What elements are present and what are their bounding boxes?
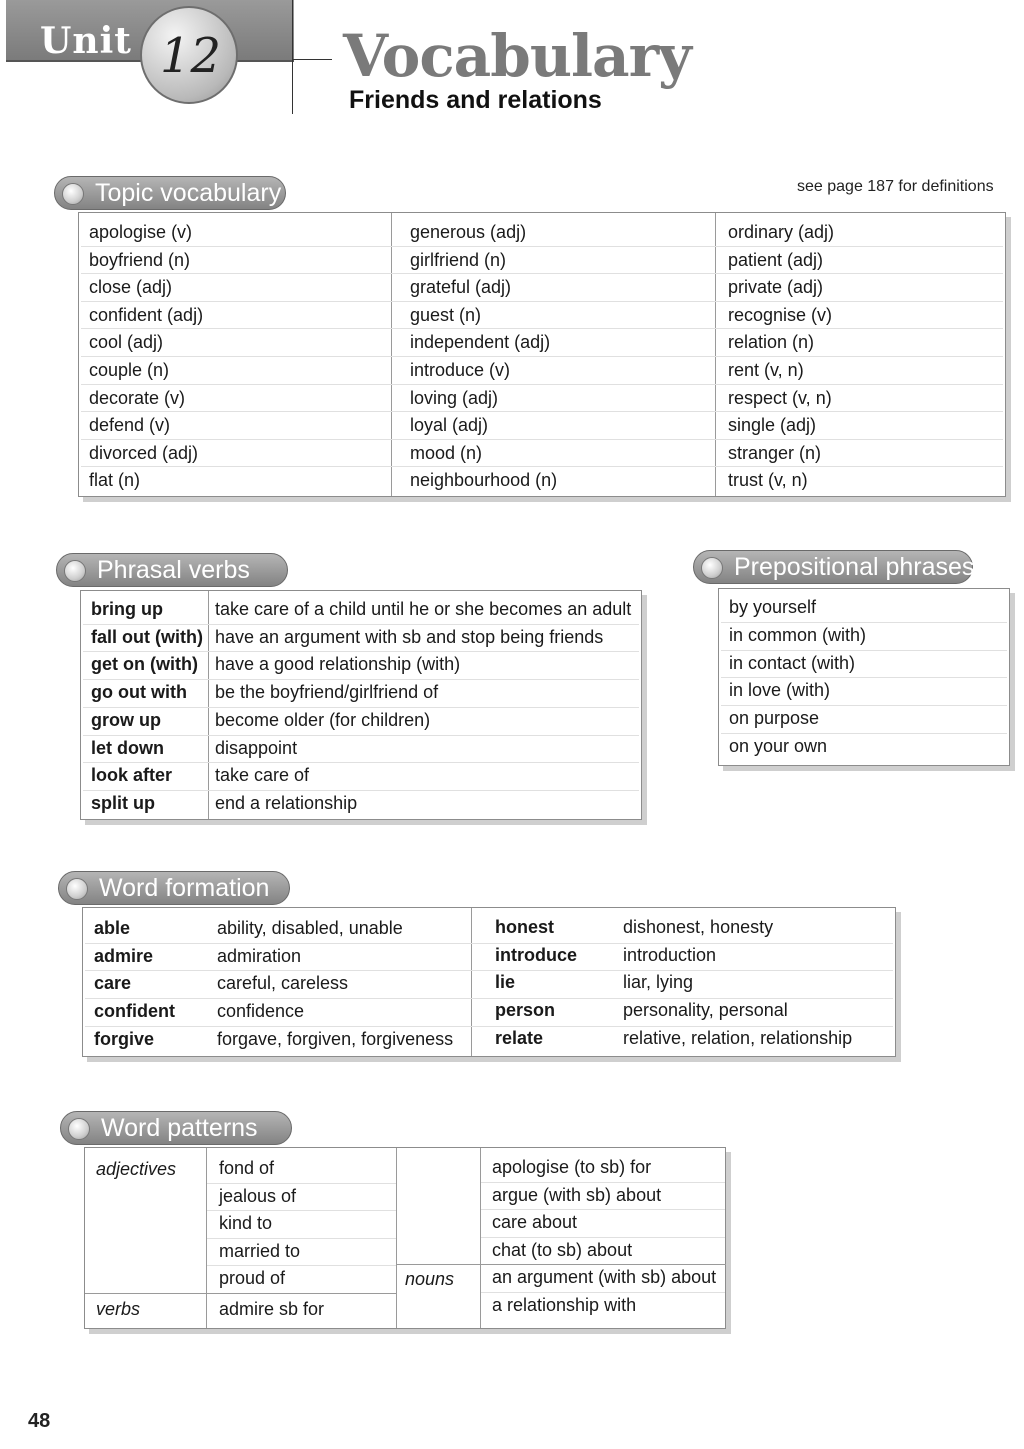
vocab-item: flat (n) xyxy=(89,470,141,491)
column-divider xyxy=(391,213,392,496)
row-rule xyxy=(81,301,1003,302)
pattern-item: care about xyxy=(492,1212,578,1232)
vocab-item: neighbourhood (n) xyxy=(410,470,558,491)
row-rule xyxy=(721,733,1007,734)
derived-forms: confidence xyxy=(217,1001,305,1022)
pattern-item: proud of xyxy=(219,1268,286,1288)
vocab-item: rent (v, n) xyxy=(728,360,804,380)
pattern-item: a relationship with xyxy=(492,1294,637,1315)
bullet-icon xyxy=(66,878,88,900)
row-rule xyxy=(481,1237,725,1238)
row-rule xyxy=(85,1026,893,1027)
derived-forms: liar, lying xyxy=(623,972,694,993)
base-word: forgive xyxy=(94,1028,155,1049)
base-word: honest xyxy=(495,917,555,937)
column-divider xyxy=(208,591,209,819)
row-rule xyxy=(81,273,1003,274)
phrasal-verb: look after xyxy=(91,765,173,786)
row-rule xyxy=(83,790,639,791)
row-rule xyxy=(83,762,639,763)
word-patterns-box xyxy=(84,1147,726,1329)
base-word: introduce xyxy=(495,944,578,965)
vocab-item: loving (adj) xyxy=(410,387,499,408)
row-rule xyxy=(81,411,1003,412)
vocab-item: cool (adj) xyxy=(89,332,164,353)
row-rule xyxy=(721,705,1007,706)
bullet-icon xyxy=(62,183,84,205)
section-heading-phrasal-verbs: Phrasal verbs xyxy=(56,553,288,587)
vocab-item: girlfriend (n) xyxy=(410,249,507,270)
vocab-item: divorced (adj) xyxy=(89,442,199,463)
page-title: Vocabulary xyxy=(343,22,691,90)
row-rule xyxy=(81,439,1003,440)
row-rule xyxy=(81,246,1003,247)
vocab-item: confident (adj) xyxy=(89,304,204,325)
row-rule xyxy=(207,1265,396,1266)
row-rule xyxy=(721,622,1007,623)
base-word: lie xyxy=(495,972,516,993)
phrasal-verb: get on (with) xyxy=(91,654,198,675)
page-subtitle: Friends and relations xyxy=(349,86,602,114)
row-rule xyxy=(83,707,639,708)
pattern-item: an argument (with sb) about xyxy=(492,1267,717,1287)
pattern-item: argue (with sb) about xyxy=(492,1184,662,1205)
row-rule xyxy=(81,356,1003,357)
definitions-note: see page 187 for definitions xyxy=(797,178,994,195)
derived-forms: relative, relation, relationship xyxy=(623,1027,853,1048)
vocab-item: stranger (n) xyxy=(728,442,822,463)
prepositional-phrases-box xyxy=(718,588,1010,766)
section-heading-topic-vocabulary: Topic vocabulary xyxy=(54,176,286,210)
pattern-item: fond of xyxy=(219,1158,275,1178)
derived-forms: dishonest, honesty xyxy=(623,917,774,937)
base-word: able xyxy=(94,918,131,938)
vocab-item: private (adj) xyxy=(728,277,824,298)
phrasal-verb-definition: take care of a child until he or she becomes an adult xyxy=(215,599,632,619)
section-heading-prepositional-phrases: Prepositional phrases xyxy=(693,550,973,584)
vocab-item: apologise (v) xyxy=(89,222,193,242)
column-divider xyxy=(471,908,472,1056)
pattern-item: jealous of xyxy=(219,1185,297,1206)
phrasal-verb: fall out (with) xyxy=(91,626,203,647)
row-rule xyxy=(481,1292,725,1293)
row-rule xyxy=(81,328,1003,329)
phrasal-verb-definition: have a good relationship (with) xyxy=(215,654,461,675)
row-rule xyxy=(81,466,1003,467)
row-rule xyxy=(85,943,893,944)
vocab-item: defend (v) xyxy=(89,415,171,436)
header-divider xyxy=(292,0,293,114)
phrasal-verb-definition: be the boyfriend/girlfriend of xyxy=(215,682,439,703)
vocab-item: close (adj) xyxy=(89,277,173,298)
topic-vocabulary-box xyxy=(78,212,1006,497)
phrasal-verb-definition: become older (for children) xyxy=(215,709,431,730)
row-rule xyxy=(721,650,1007,651)
pattern-category: verbs xyxy=(96,1299,141,1319)
row-rule xyxy=(207,1210,396,1211)
row-rule xyxy=(85,970,893,971)
base-word: person xyxy=(495,1000,556,1021)
vocab-item: grateful (adj) xyxy=(410,277,512,298)
phrasal-verb: bring up xyxy=(91,599,163,619)
row-rule xyxy=(207,1183,396,1184)
vocab-item: introduce (v) xyxy=(410,360,511,380)
prepositional-phrase: in common (with) xyxy=(729,624,867,645)
phrasal-verb: grow up xyxy=(91,709,161,730)
row-rule xyxy=(83,624,639,625)
vocab-item: recognise (v) xyxy=(728,304,833,325)
vocab-item: ordinary (adj) xyxy=(728,222,835,242)
phrasal-verb-definition: have an argument with sb and stop being friends xyxy=(215,626,604,647)
row-rule xyxy=(83,679,639,680)
derived-forms: admiration xyxy=(217,945,302,966)
vocab-item: respect (v, n) xyxy=(728,387,832,408)
row-rule xyxy=(83,735,639,736)
vocab-item: patient (adj) xyxy=(728,249,824,270)
row-rule xyxy=(83,651,639,652)
base-word: care xyxy=(94,973,132,994)
word-formation-box xyxy=(82,907,896,1057)
vocab-item: loyal (adj) xyxy=(410,415,489,436)
vocab-item: boyfriend (n) xyxy=(89,249,191,270)
vocab-item: couple (n) xyxy=(89,360,170,380)
prepositional-phrase: on your own xyxy=(729,736,828,756)
pattern-item: chat (to sb) about xyxy=(492,1239,633,1260)
vocab-item: guest (n) xyxy=(410,304,482,325)
phrasal-verb: go out with xyxy=(91,682,187,703)
vocab-item: mood (n) xyxy=(410,442,483,463)
row-rule xyxy=(207,1238,396,1239)
row-rule xyxy=(85,998,893,999)
pattern-category: nouns xyxy=(405,1269,455,1289)
row-rule xyxy=(481,1209,725,1210)
base-word: admire xyxy=(94,945,154,966)
bullet-icon xyxy=(68,1118,90,1140)
pattern-item: admire sb for xyxy=(219,1299,325,1319)
bullet-icon xyxy=(64,560,86,582)
section-heading-word-formation: Word formation xyxy=(58,871,290,905)
page-number: 48 xyxy=(28,1410,51,1432)
vocab-item: independent (adj) xyxy=(410,332,551,353)
derived-forms: forgave, forgiven, forgiveness xyxy=(217,1028,454,1049)
vocab-item: single (adj) xyxy=(728,415,817,436)
prepositional-phrase: by yourself xyxy=(729,597,817,617)
column-divider xyxy=(715,213,716,496)
derived-forms: careful, careless xyxy=(217,973,349,994)
vocab-item: trust (v, n) xyxy=(728,470,808,491)
pattern-item: kind to xyxy=(219,1213,273,1233)
row-rule xyxy=(81,384,1003,385)
pattern-category: adjectives xyxy=(96,1159,177,1179)
vocab-item: relation (n) xyxy=(728,332,815,353)
prepositional-phrase: in contact (with) xyxy=(729,652,856,673)
row-rule xyxy=(721,677,1007,678)
vocab-item: generous (adj) xyxy=(410,222,527,242)
pattern-item: apologise (to sb) for xyxy=(492,1157,652,1177)
section-heading-word-patterns: Word patterns xyxy=(60,1111,292,1145)
base-word: relate xyxy=(495,1027,544,1048)
prepositional-phrase: in love (with) xyxy=(729,680,831,701)
base-word: confident xyxy=(94,1001,175,1022)
header-rule xyxy=(292,59,332,60)
row-rule xyxy=(481,1182,725,1183)
derived-forms: introduction xyxy=(623,944,717,965)
phrasal-verb-definition: end a relationship xyxy=(215,792,358,813)
bullet-icon xyxy=(701,557,723,579)
prepositional-phrase: on purpose xyxy=(729,708,820,729)
phrasal-verb: let down xyxy=(91,737,164,758)
phrasal-verb-definition: disappoint xyxy=(215,737,298,758)
pattern-item: married to xyxy=(219,1240,301,1261)
phrasal-verbs-box xyxy=(80,590,642,820)
derived-forms: personality, personal xyxy=(623,1000,788,1021)
unit-number: 12 xyxy=(160,28,222,84)
phrasal-verb-definition: take care of xyxy=(215,765,310,786)
phrasal-verb: split up xyxy=(91,792,155,813)
derived-forms: ability, disabled, unable xyxy=(217,918,403,938)
unit-label: Unit xyxy=(40,20,132,62)
vocab-item: decorate (v) xyxy=(89,387,186,408)
